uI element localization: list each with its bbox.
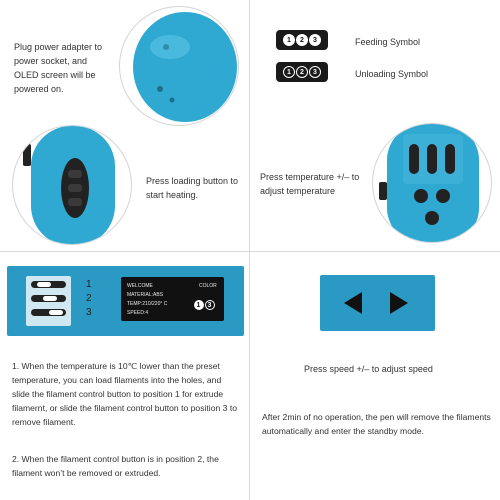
horizontal-divider: [0, 251, 500, 252]
feeding-digit-1: 1: [283, 34, 295, 46]
loading-instruction: Press loading button to start heating.: [146, 176, 239, 200]
position-number-1: 1: [86, 279, 92, 290]
left-arrow-icon: [340, 290, 366, 316]
unloading-digit-1: 1: [283, 66, 295, 78]
position-number-2: 2: [86, 293, 92, 304]
standby-note: After 2min of no operation, the pen will remove the filaments automatically and enter the standby mode.: [262, 412, 491, 436]
temperature-button-illustration: [372, 123, 492, 243]
slider-position-1[interactable]: [31, 281, 66, 288]
position-number-3: 3: [86, 307, 92, 318]
oled-line-temp: TEMP:210/220° C: [127, 301, 168, 307]
speed-panel: [320, 275, 435, 331]
speed-instruction: Press speed +/– to adjust speed: [304, 364, 433, 374]
speed-minus-button[interactable]: [340, 290, 366, 316]
slider-position-3[interactable]: [31, 309, 66, 316]
feeding-symbol-label: Feeding Symbol: [355, 37, 421, 47]
feeding-digit-2: 2: [296, 34, 308, 46]
oled-line-speed: SPEED:4: [127, 310, 149, 316]
oled-line-material: MATERIAL:ABS: [127, 292, 164, 298]
temperature-instruction: Press temperature +/– to adjust temperature: [260, 172, 360, 196]
vertical-divider: [249, 0, 250, 500]
oled-symbol-digit-3: 3: [205, 300, 215, 310]
unloading-symbol-badge: [276, 62, 328, 82]
note-position-2: 2. When the filament control button is in position 2, the filament won’t be removed or extruded.: [12, 454, 219, 478]
feeding-digit-3: 3: [309, 34, 321, 46]
oled-symbol-digit-1: 1: [194, 300, 204, 310]
slider-position-2[interactable]: [31, 295, 66, 302]
feeding-symbol-badge: [276, 30, 328, 50]
unloading-digit-2: 2: [296, 66, 308, 78]
speed-plus-button[interactable]: [386, 290, 412, 316]
oled-color-label: COLOR: [199, 283, 217, 289]
oled-line-welcome: WELCOME: [127, 283, 153, 289]
note-loading-filaments: 1. When the temperature is 10℃ lower than the preset temperature, you can load filaments into the holes, and slide the filament control button to position 1 for extrude filamernt, or slide the filament control button to position 3 to remove filament.: [12, 361, 237, 427]
pen-tip-illustration: [119, 6, 239, 126]
power-instruction: Plug power adapter to power socket, and OLED screen will be powered on.: [14, 42, 103, 94]
right-arrow-icon: [386, 290, 412, 316]
unloading-symbol-label: Unloading Symbol: [355, 69, 429, 79]
oled-color-symbol: [193, 298, 215, 312]
unloading-digit-3: 3: [309, 66, 321, 78]
loading-button-illustration: [12, 125, 132, 245]
